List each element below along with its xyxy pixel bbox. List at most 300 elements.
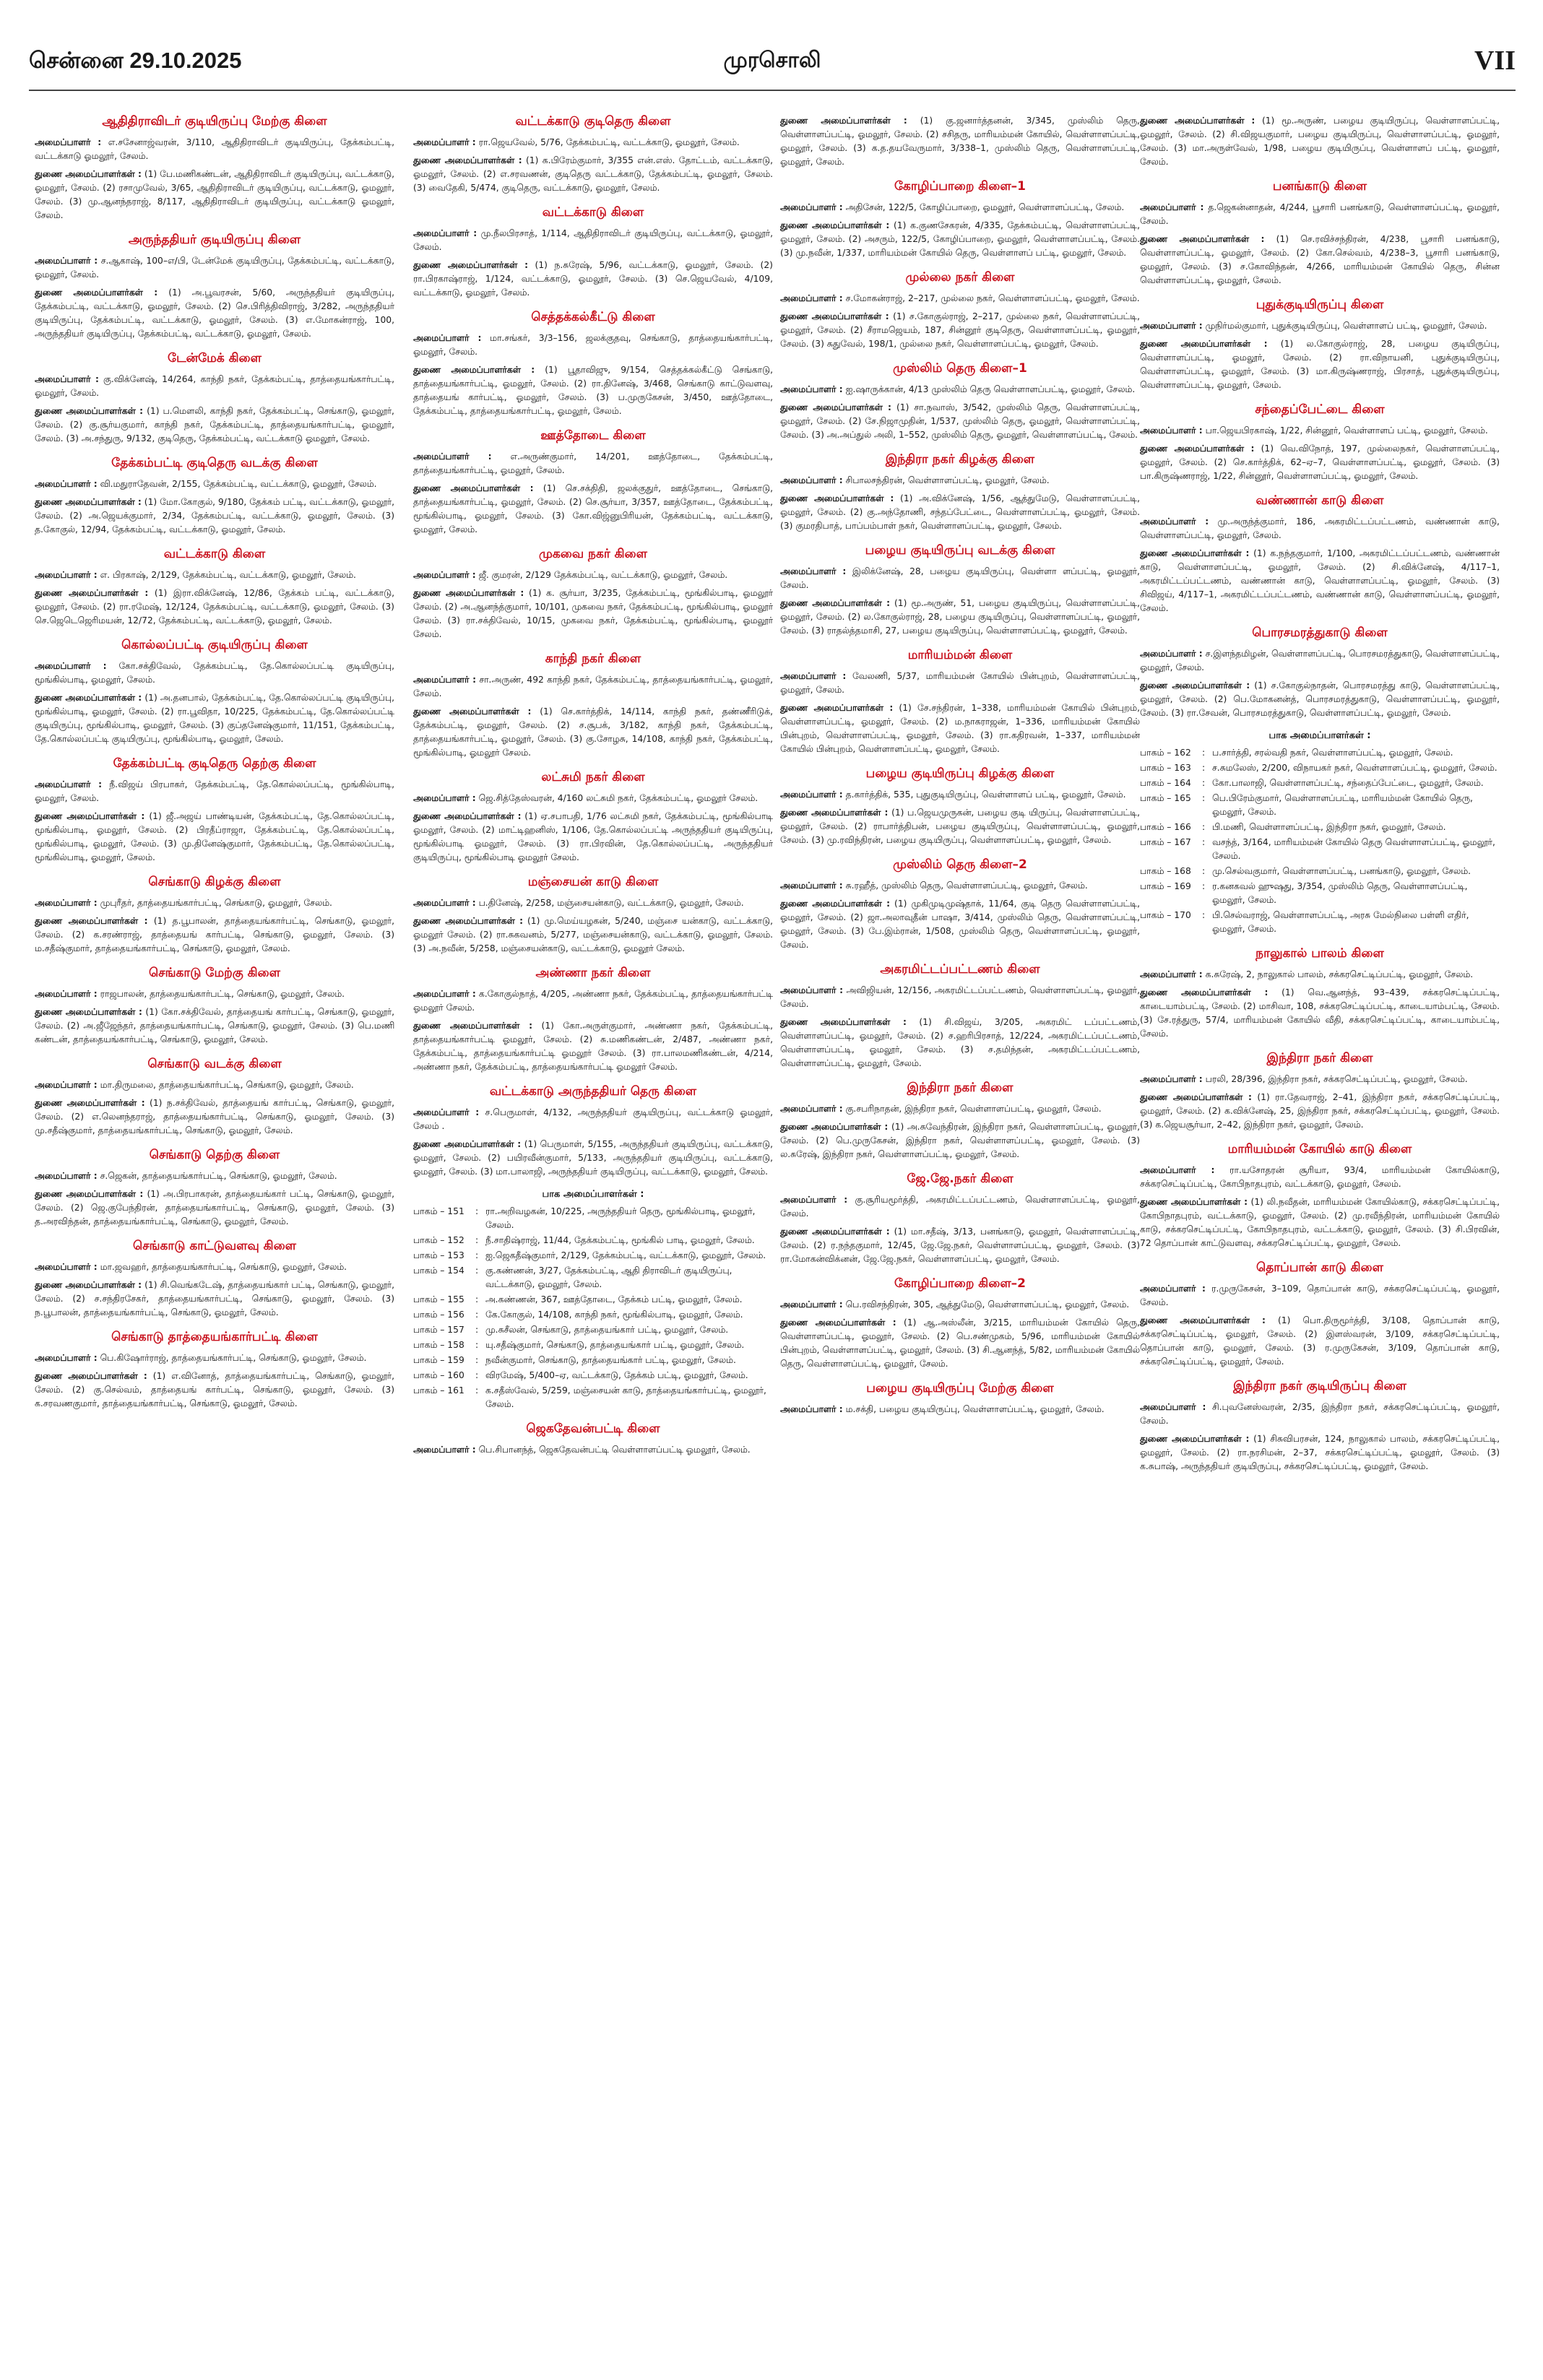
member-entry (780, 984, 1140, 1011)
role-label: அமைப்பாளர் : (780, 789, 843, 800)
member-details: (1) ந.சக்திவேல், தாத்தையங் கார்பட்டி, செங்காடு, ஓமலூர், சேலம். (2) எ.லெனந்தராஜ், தாத்தையங்கார்பட்டி, செங்காடு, ஓமலூர், சேலம். (3) மு.சதீஷ்குமார், தாத்தையங்கார்பட்டி, செங்காடு, ஓமலூர், சேலம். (35, 1098, 394, 1135)
role-label: அமைப்பாளர் : (413, 1445, 476, 1455)
branch-section (780, 857, 1140, 952)
branch-section (780, 648, 1140, 756)
role-label: துணை அமைப்பாளர்கள் : (780, 1017, 907, 1027)
booth-row (413, 1308, 773, 1322)
separator: : (475, 1250, 479, 1260)
branch-section (35, 756, 394, 865)
member-details: (1) சி.வெங்கடேஷ், தாத்தையங்கார் பட்டி, செங்காடு, ஓமலூர், சேலம். (2) ச.சந்திரசேகர், தாத்தையங்கார்பட்டி, செங்காடு, ஓமலூர், சேலம். (3) ந.பூபாலன், தாத்தையங்கார்பட்டி, செங்காடு, ஓமலூர், சேலம். (35, 1280, 394, 1317)
role-label: துணை அமைப்பாளர்கள் : (35, 811, 145, 821)
role-label: துணை அமைப்பாளர்கள் : (35, 916, 148, 926)
role-label: துணை அமைப்பாளர்கள் : (780, 808, 889, 818)
member-entry (1140, 201, 1500, 228)
member-entry (413, 363, 773, 418)
branch-title: அண்ணா நகர் கிளை (535, 966, 651, 980)
member-entry (780, 474, 1140, 488)
booth-number: பாகம் – 170 (1140, 910, 1191, 920)
role-label: அமைப்பாளர் : (413, 793, 476, 803)
separator: : (475, 1370, 479, 1380)
branch-section (1140, 946, 1500, 1041)
member-details: த.கார்த்திக், 535, புதுகுடியிருப்பு, வெள்ளாளப் பட்டி, ஓமலூர், சேலம். (845, 789, 1126, 800)
member-entry (413, 154, 773, 195)
member-entry (35, 373, 394, 400)
member-details: மு.நீலபிரசாத், 1/114, ஆதிதிராவிடர் குடியிருப்பு, வட்டக்காடு, ஓமலூர், சேலம். (413, 228, 773, 252)
booth-number: பாகம் – 156 (413, 1310, 464, 1320)
member-entry (413, 587, 773, 641)
member-entry (1140, 1282, 1500, 1310)
branch-section (35, 1239, 394, 1320)
role-label: துணை அமைப்பாளர்கள் : (413, 1139, 522, 1149)
member-entry (780, 1316, 1140, 1371)
member-details: (1) ஆ.அஸ்லீன், 3/215, மாரியம்மன் கோயில் தெரு, வெள்ளாளப்பட்டி, ஓமலூர், சேலம். (2) பெ.சண்முகம், 5/96, மாரியம்மன் கோயில் பின்புறம், வெள்ளாளப்பட்டி, ஓமலூர், சேலம். (3) சி.ஆனந்த், 5/82, மாரியம்மன் கோயில் தெரு, வெள்ளாளப்பட்டி, ஓமலூர், சேலம். (780, 1317, 1140, 1369)
booth-number: பாகம் – 151 (413, 1206, 464, 1216)
branch-section (780, 179, 1140, 260)
role-label: அமைப்பாளர் : (35, 661, 107, 671)
booth-number: பாகம் – 165 (1140, 793, 1191, 803)
separator: : (475, 1340, 479, 1350)
member-entry (780, 492, 1140, 533)
member-entry (780, 806, 1140, 847)
booth-number: பாகம் – 163 (1140, 763, 1191, 773)
role-label: துணை அமைப்பாளர்கள் : (413, 260, 529, 270)
booth-number: பாகம் – 154 (413, 1265, 464, 1276)
member-details: (1) த.பூபாலன், தாத்தையங்கார்பட்டி, செங்காடு, ஓமலூர், சேலம். (2) க.சரண்ராஜ், தாத்தையங் கார்பட்டி, செங்காடு, ஓமலூர், சேலம். (3) ம.சதீஷ்குமார், தாத்தையங்கார்பட்டி, செங்காடு, ஓமலூர், சேலம். (35, 916, 394, 953)
branch-section (780, 361, 1140, 442)
member-details: (1) அ.சுவேந்திரன், இந்திரா நகர், வெள்ளாளப்பட்டி, ஓமலூர், சேலம். (2) பெ.முருகேசன், இந்திரா நகர், வெள்ளாளப்பட்டி, ஓமலூர், சேலம். (3) ல.சுரேஷ், இந்திரா நகர், வெள்ளாளப்பட்டி, ஓமலூர், சேலம். (780, 1122, 1140, 1159)
branch-section (35, 1057, 394, 1138)
branch-title: மாரியம்மன் கோயில் காடு கிளை (1227, 1142, 1412, 1156)
member-entry (35, 254, 394, 282)
booth-agents-title: பாக அமைப்பாளர்கள் : (542, 1189, 644, 1200)
role-label: துணை அமைப்பாளர்கள் : (35, 1280, 142, 1290)
member-details: ச.ஜெகன், தாத்தையங்கார்பட்டி, செங்காடு, ஓமலூர், சேலம். (100, 1171, 337, 1181)
role-label: துணை அமைப்பாளர்கள் : (780, 1122, 889, 1132)
member-entry (780, 201, 1140, 215)
member-entry (413, 482, 773, 537)
member-entry (413, 810, 773, 865)
member-details: (1) சே.சந்திரன், 1–338, மாரியம்மன் கோயில் பின்புறம், வெள்ளாளப்பட்டி, ஓமலூர், சேலம். (2) ம.நாகராஜன், 1–336, மாரியம்மன் கோயில் பின்புறம், வெள்ளாளப்பட்டி, ஓமலூர், சேலம். (3) ரா.கதிரவன், 1–337, மாரியம்மன் கோயில் பின்புறம், வெள்ளாளப்பட்டி, ஓமலூர், சேலம். (780, 703, 1140, 754)
role-label: துணை அமைப்பாளர்கள் : (780, 598, 890, 608)
member-details: (1) முகிமுடிமுஷ்தாக், 11/64, குடி தெரு வெள்ளாளப்பட்டி, ஓமலூர், சேலம். (2) ஜா.அலாவுதீன் பாஷா, 3/414, முஸ்லிம் தெரு, வெள்ளாளப்பட்டி, ஓமலூர், சேலம். (3) பே.இம்ரான், 1/508, முஸ்லிம் தெரு, வெள்ளாளப்பட்டி, ஓமலூர், சேலம். (780, 899, 1140, 950)
booth-row (1140, 761, 1500, 775)
role-label: துணை அமைப்பாளர்கள் : (780, 220, 890, 230)
branch-title: கோழிப்பாறை கிளை–1 (894, 179, 1026, 194)
branch-title: இந்திரா நகர் குடியிருப்பு கிளை (1233, 1379, 1406, 1393)
booth-agent: ர.கனகவல் ஹுஷது, 3/354, முஸ்லிம் தெரு, வெள்ளாளப்பட்டி, ஓமலூர், சேலம். (1212, 881, 1468, 905)
branch-title: இந்திரா நகர் கிளை (1266, 1051, 1373, 1065)
member-details: பா.ஜெயபிரகாஷ், 1/22, சின்னூர், வெள்ளாளப் பட்டி, ஓமலூர், சேலம். (1205, 425, 1488, 436)
role-label: துணை அமைப்பாளர்கள் : (1140, 548, 1250, 558)
member-details: (1) மோ.கோகுல், 9/180, தேக்கம் பட்டி, வட்டக்காடு, ஓமலூர், சேலம். (2) அ.ஜெயக்குமார், 2/34, தேக்கம்பட்டி, வட்டக்காடு, ஓமலூர், சேலம். (3) த.கோகுல், 12/94, தேக்கம்பட்டி, வட்டக்காடு, ஓமலூர், சேலம். (35, 497, 394, 535)
masthead: முரசொலி (723, 48, 821, 73)
separator: : (1202, 881, 1206, 891)
booth-number: பாகம் – 169 (1140, 881, 1191, 891)
member-details: (1) கோ.அருள்குமார், அண்ணா நகர், தேக்கம்பட்டி, தாத்தையங்கார்பட்டி ஓமலூர், சேலம். (2) சு.மணிகண்டன், 2/487, அண்ணா நகர், தேக்கம்பட்டி, தாத்தையங்கார்பட்டி ஓமலூர் சேலம். (3) ரா.பாலமணிகண்டன், 4/214, அண்ணா நகர், தேக்கம்பட்டி, தாத்தையங்கார்பட்டி ஓமலூர் சேலம். (413, 1021, 773, 1072)
member-details: (1) அ.பிரபாகரன், தாத்தையங்கார் பட்டி, செங்காடு, ஓமலூர், சேலம். (2) ஜெ.குபேந்திரன், தாத்தையங்கார்பட்டி, செங்காடு, ஓமலூர், சேலம். (3) த.அரவிந்தன், தாத்தையங்கார்பட்டி, செங்காடு, ஓமலூர், சேலம். (35, 1189, 394, 1226)
role-label: துணை அமைப்பாளர்கள் : (35, 287, 158, 298)
branch-section (35, 351, 394, 446)
branch-title: முகவை நகர் கிளை (539, 547, 647, 561)
booth-number: பாகம் – 168 (1140, 866, 1191, 876)
member-details: ஐ.ஷாருக்கான், 4/13 முஸ்லிம் தெரு வெள்ளாளப்பட்டி, ஓமலூர், சேலம். (845, 384, 1136, 394)
role-label: அமைப்பாளர் : (413, 1107, 480, 1117)
role-label: துணை அமைப்பாளர்கள் : (35, 1098, 145, 1108)
role-label: துணை அமைப்பாளர்கள் : (780, 311, 889, 321)
branch-section (413, 966, 773, 1074)
role-label: துணை அமைப்பாளர்கள் : (1140, 987, 1268, 998)
separator: : (1202, 763, 1206, 773)
member-details: மு.அருந்த்குமார், 186, அகரமிட்டப்பட்டணம், வண்ணான் காடு, வெள்ளாளப்பட்டி, ஓமலூர், சேலம். (1140, 516, 1500, 540)
branch-section (35, 456, 394, 537)
branch-section (413, 652, 773, 760)
branch-section (1140, 1379, 1500, 1474)
member-entry (413, 450, 773, 477)
member-entry (1140, 968, 1500, 982)
member-details: ச.மோகன்ராஜ், 2–217, முல்லை நகர், வெள்ளாளப்பட்டி, ஓமலூர், சேலம். (845, 293, 1140, 303)
member-entry (413, 673, 773, 701)
member-entry (780, 310, 1140, 351)
member-details: (1) செ.கார்த்திக், 14/114, காந்தி நகர், தண்ணீரிடுக், தேக்கம்பட்டி, ஓமலூர், சேலம். (2) ச.சூபக், 3/182, காந்தி நகர், தேக்கம்பட்டி, தாத்தையங்கார்பட்டி, ஓமலூர், சேலம். (3) கு.சோழசு, 14/108, காந்தி நகர், தேக்கம்பட்டி, மூங்கில்பாடி, ஓமலூர் சேலம். (413, 706, 773, 758)
member-entry (780, 1193, 1140, 1221)
branch-section (780, 1172, 1140, 1266)
branch-section (413, 114, 773, 195)
member-details: நீ.விஜய் பிரபாகர், தேக்கம்பட்டி, தே.கொல்லப்பட்டி, மூங்கில்பாடி, ஓமலூர், சேலம். (35, 779, 394, 803)
role-label: அமைப்பாளர் : (780, 1195, 848, 1205)
member-entry (35, 691, 394, 746)
booth-number: பாகம் – 158 (413, 1340, 464, 1350)
member-entry (780, 879, 1140, 893)
separator: : (475, 1355, 479, 1365)
member-entry (1140, 233, 1500, 287)
booth-number: பாகம் – 162 (1140, 748, 1191, 758)
branch-title: செத்தக்கல்கீட்டு கிளை (531, 310, 655, 324)
booth-agent: பி.மணி, வெள்ளாளப்பட்டி, இந்திரா நகர், ஓமலூர், சேலம். (1212, 822, 1446, 832)
booth-agents (1140, 730, 1500, 936)
booth-agent: நவீன்குமார், செங்காடு, தாத்தையங்கார் பட்டி, ஓமலூர், சேலம். (485, 1355, 736, 1365)
member-entry (780, 383, 1140, 397)
role-label: அமைப்பாளர் : (1140, 969, 1203, 979)
branch-title: வட்டக்காடு அருந்ததியர் தெரு கிளை (489, 1084, 697, 1099)
booth-agent: ஐ.ஜெகதீஷ்குமார், 2/129, தேக்கம்பட்டி, வட்டக்காடு, ஓமலூர், சேலம். (485, 1250, 766, 1260)
separator: : (475, 1235, 479, 1245)
branch-section (413, 310, 773, 418)
branch-section (1140, 493, 1500, 615)
member-details: (1) ல.கோகுல்ராஜ், 28, பழைய குடியிருப்பு, வெள்ளாளப்பட்டி, ஓமலூர், சேலம். (2) ரா.விநாயனி, புதுக்குடியிருப்பு, வெள்ளாளப்பட்டி, ஓமலூர், சேலம். (3) மா.கிருஷ்ணராஜ், பிரசாத், புதுக்குடியிருப்பு, வெள்ளாளப்பட்டி, ஓமலூர், சேலம். (1140, 339, 1500, 390)
booth-agent: அ.கண்ணன், 367, ஊத்தோடை, தேக்கம் பட்டி, ஓமலூர், சேலம். (485, 1294, 743, 1304)
separator: : (1202, 910, 1206, 920)
member-details: ச.ஆகாஷ், 100–எ/பி, டேன்மேக் குடியிருப்பு, தேக்கம்பட்டி, வட்டக்காடு, ஓமலூர், சேலம். (35, 256, 394, 280)
member-entry (780, 1120, 1140, 1161)
member-entry (413, 1106, 773, 1133)
booth-number: பாகம் – 157 (413, 1325, 464, 1335)
booth-agent: க.சதீஸ்வேல், 5/259, மஞ்சையன் காடு, தாத்தையங்கார்பட்டி, ஓமலூர், சேலம். (485, 1385, 766, 1409)
role-label: அமைப்பாளர் : (780, 671, 847, 681)
branch-section (35, 875, 394, 956)
member-details: ஜீ. குமரன், 2/129 தேக்கம்பட்டி, வட்டக்காடு, ஓமலூர், சேலம். (478, 570, 728, 580)
member-details: க.சுரேஷ், 2, நாலுகால் பாலம், சக்கரசெட்டிப்பட்டி, ஓமலூர், சேலம். (1205, 969, 1474, 979)
column-2 (413, 114, 773, 2360)
branch-title: பழைய குடியிருப்பு மேற்கு கிளை (866, 1381, 1054, 1395)
role-label: துணை அமைப்பாளர்கள் : (1140, 1434, 1250, 1444)
role-label: துணை அமைப்பாளர்கள் : (1140, 680, 1250, 691)
member-details: சிபாலசந்திரன், வெள்ளாளப்பட்டி, ஓமலூர், சேலம். (845, 475, 1050, 485)
branch-section (780, 962, 1140, 1070)
member-entry (1140, 1091, 1500, 1132)
role-label: அமைப்பாளர் : (35, 256, 98, 266)
role-label: துணை அமைப்பாளர்கள் : (35, 1371, 147, 1381)
member-entry (780, 597, 1140, 638)
column-3 (780, 114, 1140, 2360)
member-details: அவிஜியன், 12/156, அகரமிட்டப்பட்டணம், வெள்ளாளப்பட்டி, ஓமலூர், சேலம். (780, 985, 1140, 1009)
role-label: அமைப்பாளர் : (35, 898, 98, 908)
separator: : (1202, 748, 1206, 758)
branch-title: ஊத்தோடை கிளை (540, 428, 646, 443)
branch-title: கோழிப்பாறை கிளை–2 (894, 1276, 1026, 1291)
branch-title: வண்ணான் காடு கிளை (1255, 493, 1384, 508)
booth-agent: மு.செல்வகுமார், வெள்ளாளப்பட்டி, பனங்காடு, ஓமலூர், சேலம். (1212, 866, 1471, 876)
booth-agent: கு.கண்ணன், 3/27, தேக்கம்பட்டி, ஆதி திராவிடர் குடியிருப்பு, வட்டக்காடு, ஓமலூர், சேலம். (485, 1265, 732, 1289)
branch-title: ஆதிதிராவிடர் குடியிருப்பு மேற்கு கிளை (102, 114, 327, 129)
branch-title: ஜெகதேவன்பட்டி கிளை (526, 1421, 660, 1436)
member-entry (413, 987, 773, 1015)
role-label: துணை அமைப்பாளர்கள் : (780, 703, 894, 713)
separator: : (1202, 866, 1206, 876)
member-entry (35, 987, 394, 1001)
branch-section (413, 770, 773, 865)
role-label: அமைப்பாளர் : (780, 293, 843, 303)
member-details: (1) லி.நவீதன், மாரியம்மன் கோயில்காடு, சக்கரசெட்டிப்பட்டி, கோபிநாதபுரம், வட்டக்காடு, ஓமலூர், சேலம். (2) மு.ரவீந்திரன், மாரியம்மன் கோயில் காடு, சக்கரசெட்டிப்பட்டி, கோபிநாதபுரம், வட்டக்காடு, ஓமலூர், சேலம். (3) சி.பிரவின், 72 தொப்பான் காட்டுவளவு, சக்கரசெட்டிப்பட்டி, ஓமலூர், சேலம். (1140, 1197, 1500, 1248)
member-entry (35, 778, 394, 805)
booth-row (413, 1369, 773, 1382)
booth-agent: ப.சார்த்தி, சரல்வதி நகர், வெள்ளாளப்பட்டி, ஓமலூர், சேலம். (1212, 748, 1453, 758)
member-details: அதிசேன், 122/5, கோழிப்பாறை, ஓமலூர், வெள்ளாளப்பட்டி, சேலம். (845, 202, 1125, 212)
member-details: (1) க.குணசேகரன், 4/335, தேக்கம்பட்டி, வெள்ளாளப்பட்டி, ஓமலூர், சேலம். (2) அசரும், 122/5, கோழிப்பாறை, ஓமலூர், வெள்ளாளப்பட்டி, சேலம். (3) மு.நவீன், 1/337, மாரியம்மன் கோயில் தெரு, வெள்ளாளப் பட்டி, ஓமலூர், சேலம். (780, 220, 1140, 258)
role-label: அமைப்பாளர் : (1140, 649, 1203, 659)
member-details: கு.சபரிநாதன், இந்திரா நகர், வெள்ளாளப்பட்டி, ஓமலூர், சேலம். (845, 1104, 1102, 1114)
member-details: (1) ப.மௌலி, காந்தி நகர், தேக்கம்பட்டி, செங்காடு, ஓமலூர், சேலம். (2) கு.சூர்யகுமார், காந்தி நகர், தேக்கம்பட்டி, தாத்தையங்கார்பட்டி, ஓமலூர், சேலம். (3) அ.சந்துரு, 9/132, குடிதெரு, தேக்கம்பட்டி, வட்டக்காடு ஓமலூர், சேலம். (35, 406, 394, 443)
member-details: (1) ச.கோகுல்நாதன், பொரசமரத்து காடு, வெள்ளாளப்பட்டி, ஓமலூர், சேலம். (2) பெ.மோகனன்த், பொரசமரத்துகாடு, வெள்ளாளப்பட்டி, ஓமலூர், சேலம். (3) ரா.சேவன், பொரசமரத்துகாடு, வெள்ளாளப்பட்டி, ஓமலூர், சேலம். (1140, 680, 1500, 718)
branch-title: தேக்கம்பட்டி குடிதெரு வடக்கு கிளை (111, 456, 318, 470)
booth-row (413, 1354, 773, 1367)
branch-section (35, 638, 394, 746)
booth-agent: கே.கோகுல், 14/108, காந்தி நகர், மூங்கில்பாடி, ஓமலூர், சேலம். (485, 1310, 743, 1320)
branch-title: சந்தைப்பேட்டை கிளை (1255, 402, 1385, 417)
member-entry (1140, 547, 1500, 615)
booth-agent: வசந்த், 3/164, மாரியம்மன் கோயில் தெரு வெள்ளாளப்பட்டி, ஓமலூர், சேலம். (1212, 837, 1495, 861)
branch-section (413, 547, 773, 641)
branch-title: பொரசமரத்துகாடு கிளை (1252, 626, 1388, 640)
role-label: அமைப்பாளர் : (35, 779, 103, 789)
member-details: (1) ப.ஜெயமுருகன், பழைய குடி யிருப்பு, வெள்ளாளப்பட்டி, ஓமலூர், சேலம். (2) ராபார்த்திபன், பழைய குடியிருப்பு, வெள்ளாளப்பட்டி, ஓமலூர், சேலம். (3) மு.ரவிந்திரன், பழைய குடியிருப்பு, வெள்ளாளப்பட்டி, ஓமலூர், சேலம். (780, 808, 1140, 845)
header-rule (29, 90, 1516, 91)
branch-title: இந்திரா நகர் கிளை (907, 1081, 1013, 1095)
member-details: முபுரீதர், தாத்தையங்கார்பட்டி, செங்காடு, ஓமலூர், சேலம். (100, 898, 332, 908)
member-entry (1140, 442, 1500, 483)
booth-agent: பெ.பிரேம்குமார், வெள்ளாளப்பட்டி, மாரியம்மன் கோயில் தெரு, ஓமலூர், சேலம். (1212, 793, 1473, 817)
member-entry (1140, 319, 1500, 333)
member-details: கு.சூரியமூர்த்தி, அகரமிட்டப்பட்டணம், வெள்ளாளப்பட்டி, ஓமலூர், சேலம். (780, 1195, 1140, 1219)
booth-number: பாகம் – 159 (413, 1355, 464, 1365)
member-entry (1140, 114, 1500, 169)
member-details: ம.சக்தி, பழைய குடியிருப்பு, வெள்ளாளப்பட்டி, ஓமலூர், சேலம். (845, 1404, 1105, 1414)
role-label: துணை அமைப்பாளர்கள் : (413, 365, 535, 375)
member-entry (413, 914, 773, 956)
separator: : (475, 1310, 479, 1320)
member-entry (35, 1369, 394, 1411)
member-entry (413, 332, 773, 359)
member-details: (1) ரா.தேவராஜ், 2–41, இந்திரா நகர், சக்கரசெட்டிப்பட்டி, ஓமலூர், சேலம். (2) க.விக்னேஷ், 25, இந்திரா நகர், சக்கரசெட்டிப்பட்டி, ஓமலூர், சேலம். (3) க.ஜெயசூர்யா, 2–42, இந்திரா நகர், ஓமலூர், சேலம். (1140, 1092, 1500, 1130)
branch-section (413, 875, 773, 956)
separator: : (1202, 837, 1206, 847)
branch-section (35, 966, 394, 1047)
member-details: (1) வெ.ஆனந்த், 93–439, சக்கரசெட்டிப்பட்டி, காடையாம்பட்டி, சேலம். (2) மாசிவா, 108, சக்கரசெட்டிப்பட்டி, காடையாம்பட்டி, சேலம். (3) சே.ரத்துரு, 57/4, மாரியம்மன் கோயில் வீதி, சக்கரசெட்டிப்பட்டி, காடையாம்பட்டி, சேலம். (1140, 987, 1500, 1039)
role-label: அமைப்பாளர் : (35, 374, 99, 384)
branch-section (1140, 1260, 1500, 1369)
branch-section (780, 452, 1140, 533)
branch-section (35, 114, 394, 222)
member-details: எ.சசேனாஜ்வரன், 3/110, ஆதிதிராவிடர் குடியிருப்பு, தேக்கம்பட்டி, வட்டக்காடு ஓமலூர், சேலம். (35, 137, 394, 161)
column-1 (35, 114, 394, 2360)
role-label: துணை அமைப்பாளர்கள் : (1140, 116, 1255, 126)
member-entry (35, 659, 394, 687)
member-entry (35, 1351, 394, 1365)
branch-section (780, 114, 1140, 169)
member-entry (1140, 1195, 1500, 1250)
booth-agent: யு.சதீஷ்குமார், செங்காடு, தாத்தையங்கார் பட்டி, ஓமலூர், சேலம். (485, 1340, 745, 1350)
member-entry (780, 1298, 1140, 1312)
member-details: க.கோகுல்நாத், 4/205, அண்ணா நகர், தேக்கம்பட்டி, தாத்தையங்கார்பட்டி ஓமலூர் சேலம். (413, 989, 773, 1013)
branch-title: மஞ்சையன் காடு கிளை (527, 875, 659, 889)
member-entry (35, 1187, 394, 1229)
member-entry (780, 701, 1140, 756)
member-entry (780, 1102, 1140, 1116)
booth-agent: பி.செல்வராஜ், வெள்ளாளப்பட்டி, அரசு மேல்நிலை பள்ளி எதிர், ஓமலூர், சேலம். (1212, 910, 1469, 934)
role-label: துணை அமைப்பாளர்கள் : (1140, 339, 1268, 349)
member-details: ஜெ.சித்தேஸ்வரன், 4/160 லட்சுமி நகர், தேக்கம்பட்டி, ஓமலூர் சேலம். (478, 793, 758, 803)
member-details: (1) க.பிரேம்குமார், 3/355 என்.எஸ். தோட்டம், வட்டக்காடு, ஓமலூர், சேலம். (2) எ.சரவணன், குடிதெரு வட்டக்காடு, தேக்கம்பட்டி, ஓமலூர், சேலம். (3) வைதேகி, 5/474, குடிதெரு, வட்டக்காடு, ஓமலூர், சேலம். (413, 155, 773, 193)
role-label: அமைப்பாளர் : (780, 880, 843, 891)
branch-title: புதுக்குடியிருப்பு கிளை (1255, 298, 1384, 312)
member-details: (1) க.நந்தகுமார், 1/100, அகரமிட்டப்பட்டணம், வண்ணான் காடு, வெள்ளாளப்பட்டி, ஓமலூர், சேலம். (2) சி.விக்னேஷ், 4/117–1, அகரமிட்டப்பட்டணம், வண்ணான் காடு, வெள்ளாளப்பட்டி, ஓமலூர், சேலம். (3) சிவிஜய், 4/117–1, அகரமிட்டப்பட்டணம், வண்ணான் காடு, வெள்ளாளப்பட்டி, ஓமலூர், சேலம். (1140, 548, 1500, 613)
member-entry (35, 914, 394, 956)
member-details: ப.தினேஷ், 2/258, மஞ்சையன்காடு, வட்டக்காடு, ஓமலூர், சேலம். (478, 898, 744, 908)
member-details: மா.சங்கர், 3/3–156, ஜலக்குதவு, செங்காடு, தாத்தையங்கார்பட்டி, ஓமலூர், சேலம். (413, 333, 773, 357)
booth-agent: ரா.அறிவழகன், 10/225, அருந்ததியர் தெரு, மூங்கில்பாடி, ஓமலூர், சேலம். (485, 1206, 756, 1230)
branch-title: மாரியம்மன் கிளை (907, 648, 1013, 662)
role-label: துணை அமைப்பாளர்கள் : (780, 1317, 896, 1328)
booth-row (1140, 746, 1500, 760)
booth-agent: மு.சுசீலன், செங்காடு, தாத்தையங்கார் பட்டி, ஓமலூர், சேலம். (485, 1325, 729, 1335)
branch-title: லட்சுமி நகர் கிளை (541, 770, 645, 784)
member-details: (1) க. சூர்யா, 3/235, தேக்கம்பட்டி, மூங்கில்பாடி, ஓமலூர் சேலம். (2) அ.ஆனந்த்குமார், 10/101, முகவை நகர், தேக்கம்பட்டி, மூங்கில்பாடி, ஓமலூர் சேலம். (3) ரா.சக்திவேல், 10/15, முகவை நகர், தேக்கம்பட்டி, மூங்கில்பாடி, ஓமலூர் சேலம். (413, 588, 773, 639)
branch-section (780, 1276, 1140, 1371)
booth-number: பாகம் – 155 (413, 1294, 464, 1304)
branch-section (1140, 1142, 1500, 1250)
member-entry (1140, 337, 1500, 392)
member-entry (1140, 424, 1500, 438)
member-details: (1) சி.விஜய், 3/205, அகரமிட் டப்பட்டணம், வெள்ளாளப்பட்டி, ஓமலூர், சேலம். (2) ச.ஹரிபிரசாத், 12/224, அகரமிட்டப்பட்டணம், வெள்ளாளப்பட்டி, ஓமலூர், சேலம். (3) ச.தமிந்தன், அகரமிட்டப்பட்டணம், வெள்ளாளப்பட்டி, ஓமலூர், சேலம். (780, 1017, 1140, 1068)
member-entry (413, 705, 773, 760)
role-label: துணை அமைப்பாளர்கள் : (413, 483, 534, 493)
member-details: (1) அ.பூவரசன், 5/60, அருந்ததியர் குடியிருப்பு, தேக்கம்பட்டி, வட்டக்காடு, ஓமலூர், சேலம். (2) செ.பிரித்திவிராஜ், 3/282, அருந்ததியர் குடியிருப்பு, தேக்கம்பட்டி, வட்டக்காடு, ஓமலூர், சேலம். (3) எ.மோகன்ராஜ், 100, அருந்ததியர் குடியிருப்பு, தேக்கம்பட்டி, வட்டக்காடு, ஓமலூர், சேலம். (35, 287, 394, 339)
member-entry (35, 136, 394, 163)
booth-agent: கோ.பாலாஜி, வெள்ளாளப்பட்டி, சந்தைப்பேட்டை, ஓமலூர், சேலம். (1212, 778, 1484, 788)
booth-number: பாகம் – 153 (413, 1250, 464, 1260)
booth-row (1140, 821, 1500, 834)
member-details: சு.ரஹீத், முஸ்லிம் தெரு, வெள்ளாளப்பட்டி, ஓமலூர், சேலம். (845, 880, 1088, 891)
member-entry (35, 568, 394, 582)
branch-section (1140, 298, 1500, 392)
branch-title: வட்டக்காடு கிளை (542, 205, 644, 220)
member-entry (1140, 647, 1500, 675)
role-label: அமைப்பாளர் : (413, 333, 482, 343)
branch-section (780, 1381, 1140, 1416)
role-label: அமைப்பாளர் : (780, 475, 843, 485)
separator: : (475, 1385, 479, 1395)
role-label: அமைப்பாளர் : (780, 202, 843, 212)
member-details: மா.திருமலை, தாத்தையங்கார்பட்டி, செங்காடு, ஓமலூர், சேலம். (100, 1080, 354, 1090)
member-entry (413, 1019, 773, 1074)
member-details: (1) பே.மணிகண்டன், ஆதிதிராவிடர் குடியிருப்பு, வட்டக்காடு, ஓமலூர், சேலம். (2) ரசாமுவேல், 3/65, ஆதிதிராவிடர் குடியிருப்பு, வட்டக்காடு, ஓமலூர், சேலம். (3) மு.ஆனந்தராஜ், 8/117, ஆதிதிராவிடர் குடியிருப்பு, வட்டக்காடு ஓமலூர், சேலம். (35, 169, 394, 220)
booth-row (413, 1264, 773, 1291)
member-entry (413, 136, 773, 150)
branch-section (1140, 626, 1500, 720)
branch-title: ஜே.ஜே.நகர் கிளை (907, 1172, 1013, 1186)
booth-row (413, 1323, 773, 1337)
member-details: பெ.கிஷோர்ராஜ், தாத்தையங்கார்பட்டி, செங்காடு, ஓமலூர், சேலம். (100, 1353, 367, 1363)
role-label: அமைப்பாளர் : (413, 137, 476, 147)
separator: : (475, 1325, 479, 1335)
member-entry (780, 219, 1140, 260)
role-label: அமைப்பாளர் : (35, 137, 102, 147)
role-label: துணை அமைப்பாளர்கள் : (413, 588, 524, 598)
role-label: அமைப்பாளர் : (1140, 1402, 1206, 1412)
branch-title: செங்காடு காட்டுவளவு கிளை (133, 1239, 296, 1253)
role-label: அமைப்பாளர் : (413, 228, 477, 238)
role-label: அமைப்பாளர் : (35, 479, 98, 489)
page-number: VII (1474, 46, 1516, 76)
role-label: துணை அமைப்பாளர்கள் : (413, 1021, 533, 1031)
branch-title: வட்டக்காடு குடிதெரு கிளை (515, 114, 671, 129)
role-label: அமைப்பாளர் : (35, 989, 98, 999)
booth-row (1140, 865, 1500, 878)
branch-title: செங்காடு தாத்தையங்கார்பட்டி கிளை (111, 1330, 318, 1344)
member-details: (1) சிசுவிபரசன், 124, நாலுகால் பாலம், சக்கரசெட்டிப்பட்டி, ஓமலூர், சேலம். (2) ரா.நரசிமன், 2–37, சக்கரசெட்டிப்பட்டி, ஓமலூர், சேலம். (3) க.சுபாஷ், அருந்ததியர் குடியிருப்பு, சக்கரசெட்டிப்பட்டி, ஓமலூர், சேலம். (1140, 1434, 1500, 1471)
member-entry (780, 788, 1140, 802)
member-entry (1140, 1401, 1500, 1428)
member-details: சா.அருண், 492 காந்தி நகர், தேக்கம்பட்டி, தாத்தையங்கார்பட்டி, ஓமலூர், சேலம். (413, 675, 773, 698)
member-details: (1) ச.கோகுல்ராஜ், 2–217, முல்லை நகர், வெள்ளாளப்பட்டி, ஓமலூர், சேலம். (2) சீராமஜெயம், 187, சின்னூர் குடிதெரு, வெள்ளாளப்பட்டி, ஓமலூர், சேலம். (3) சுதுவேல், 198/1, முல்லை நகர், வெள்ளாளப்பட்டி, ஓமலூர், சேலம். (780, 311, 1140, 349)
member-details: வேலணி, 5/37, மாரியம்மன் கோயில் பின்புறம், வெள்ளாளப்பட்டி, ஓமலூர், சேலம். (780, 671, 1140, 695)
branch-section (35, 547, 394, 628)
role-label: அமைப்பாளர் : (1140, 1074, 1203, 1084)
member-entry (780, 1225, 1140, 1266)
booth-row (1140, 836, 1500, 863)
member-details: (1) மு.மெய்யழகன், 5/240, மஞ்சை யன்காடு, வட்டக்காடு, ஓமலூர் சேலம். (2) ரா.சுகவனம், 5/277, மஞ்சையன்காடு, வட்டக்காடு, ஓமலூர், சேலம். (3) அ.நவீன், 5/258, மஞ்சையன்காடு, வட்டக்காடு, ஓமலூர் சேலம். (413, 916, 773, 953)
member-details: (1) பொ.திருமூர்த்தி, 3/108, தொப்பான் காடு, சக்கரசெட்டிப்பட்டி, ஓமலூர், சேலம். (2) இளஸ்வரன், 3/109, சக்கரசெட்டிப்பட்டி, தொப்பான் காடு, ஓமலூர், சேலம். (3) ர.முருகேசன், 3/109, தொப்பான் காடு, சக்கரசெட்டிப்பட்டி, ஓமலூர், சேலம். (1140, 1315, 1500, 1367)
role-label: அமைப்பாளர் : (1140, 321, 1203, 331)
member-entry (1140, 679, 1500, 720)
role-label: அமைப்பாளர் : (35, 1080, 98, 1090)
dateline: சென்னை 29.10.2025 (29, 48, 242, 73)
branch-section (1140, 1051, 1500, 1132)
member-details: (1) ஜீ.அஜய் பாண்டியன், தேக்கம்பட்டி, தே.கொல்லப்பட்டி, மூங்கில்பாடி, ஓமலூர், சேலம். (2) பிரதீப்ராஜா, தேக்கம்பட்டி, தே.கொல்லப்பட்டி, மூங்கில்பாடி, ஓமலூர், சேலம். (3) மு.தினேஷ்குமார், தேக்கம்பட்டி, தே.கொல்லப்பட்டி, மூங்கில்பாடி, ஓமலூர், சேலம். (35, 811, 394, 862)
branch-title: கொல்லப்பட்டி குடியிருப்பு கிளை (121, 638, 308, 652)
role-label: துணை அமைப்பாளர்கள் : (413, 916, 523, 926)
branch-title: பனங்காடு கிளை (1272, 179, 1367, 194)
member-details: (1) கோ.சக்திவேல், தாத்தையங் கார்பட்டி, செங்காடு, ஓமலூர், சேலம். (2) அ.ஜீஜேந்தர், தாத்தையங்கார்பட்டி, செங்காடு, ஓமலூர், சேலம். (3) பெ.மணி கண்டன், தாத்தையங்கார்பட்டி, செங்காடு, ஓமலூர், சேலம். (35, 1007, 394, 1044)
